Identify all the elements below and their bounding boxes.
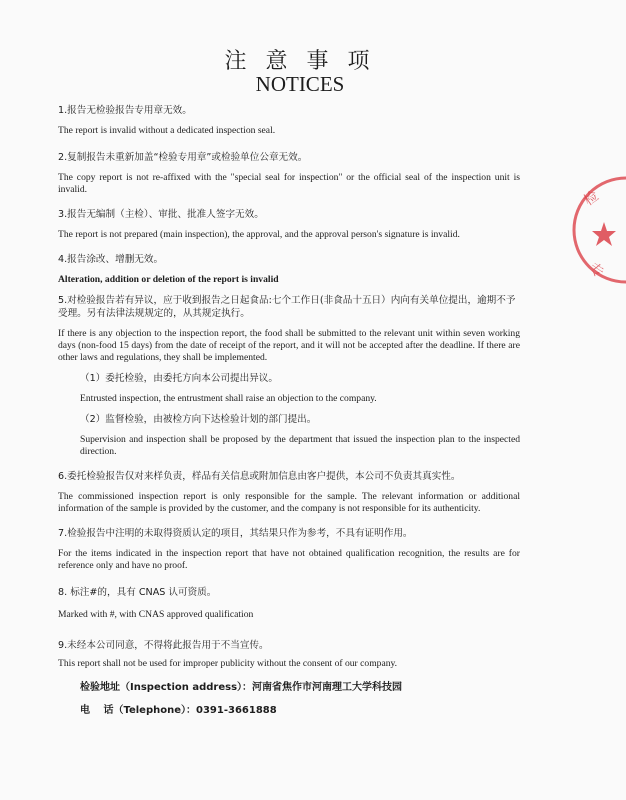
notice-8-en: Marked with #, with CNAS approved qualification (58, 609, 254, 620)
notice-5a-en: Entrusted inspection, the entrustment shall raise an objection to the company. (80, 393, 377, 404)
seal-star-icon (592, 222, 616, 246)
page-title-en: NOTICES (255, 72, 345, 96)
seal-text-top: 检 (581, 188, 602, 210)
contact-block (80, 681, 540, 718)
notice-5-en: If there is any objection to the inspection report, the food shall be submitted to the relevant unit within seven working days (non-food 15 days) from the date of receipt of the report, and it will not be accepted after the deadline. If there are other laws and regulations, they shall be implemented. (58, 328, 520, 363)
notice-9-en: This report shall not be used for improper publicity without the consent of our company. (58, 658, 398, 669)
notice-2-cn: 2.复制报告未重新加盖“检验专用章”或检验单位公章无效。 (58, 152, 308, 163)
notice-5b-cn: （2）监督检验，由被检方向下达检验计划的部门提出。 (80, 414, 317, 425)
page-title-cn: 注 意 事 项 (224, 49, 376, 74)
inspection-address: 检验地址（Inspection address）：河南省焦作市河南理工大学科技园 (80, 682, 403, 693)
notice-9-cn: 9.未经本公司同意，不得将此报告用于不当宣传。 (58, 640, 269, 651)
seal-text-bottom: 专 (585, 260, 607, 282)
notice-4-cn: 4.报告涂改、增删无效。 (58, 254, 164, 265)
notice-3-cn: 3.报告无编制（主检）、审批、批准人签字无效。 (58, 209, 264, 220)
notices-list (58, 96, 520, 670)
notice-7-en: For the items indicated in the inspection report that have not obtained qualification recognition, the results are for reference only and have no proof. (58, 548, 520, 571)
notice-8-cn: 8. 标注#的，具有 CNAS 认可资质。 (58, 587, 217, 598)
notice-1-cn: 1.报告无检验报告专用章无效。 (58, 105, 192, 116)
notice-5-cn: 5.对检验报告若有异议，应于收到报告之日起食品:七个工作日(非食品十五日）内向有关单位提出，逾期不予受理。另有法律法规规定的，从其规定执行。 (58, 295, 516, 319)
notice-2-en: The copy report is not re-affixed with the "special seal for inspection" or the official seal of the inspection unit is invalid. (58, 172, 520, 195)
notice-3-en: The report is not prepared (main inspection), the approval, and the approval person's signature is invalid. (58, 229, 460, 240)
notice-6-en: The commissioned inspection report is only responsible for the sample. The relevant information or additional information of the sample is provided by the customer, and the company is not responsible for its authenticity. (58, 491, 520, 514)
notice-5a-cn: （1）委托检验，由委托方向本公司提出异议。 (80, 373, 278, 384)
notice-1-en: The report is invalid without a dedicated inspection seal. (58, 125, 276, 136)
notice-4-en: Alteration, addition or deletion of the report is invalid (58, 274, 279, 285)
notice-6-cn: 6.委托检验报告仅对来样负责，样品有关信息或附加信息由客户提供，本公司不负责其真实性。 (58, 471, 461, 482)
notice-5b-en: Supervision and inspection shall be proposed by the department that issued the inspection plan to the inspected direction. (80, 434, 520, 457)
notice-7-cn: 7.检验报告中注明的未取得资质认定的项目，其结果只作为参考，不具有证明作用。 (58, 528, 413, 539)
red-seal-stamp (566, 170, 626, 290)
telephone: 电 话（Telephone）：0391-3661888 (80, 705, 277, 716)
